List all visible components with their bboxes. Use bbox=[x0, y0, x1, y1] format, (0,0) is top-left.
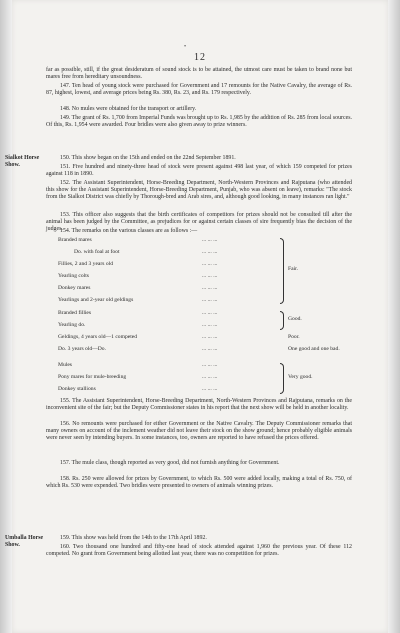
class-row: Geldings, 4 years old—1 competed bbox=[58, 334, 138, 340]
paragraph-160: 160. Two thousand one hundred and fifty-one head of stock attended against 1,960 the previous year. Of these 112 competed. No grant from Government being allotted last year, there was no competition for prizes. bbox=[46, 544, 352, 558]
page-number: 12 bbox=[194, 52, 206, 63]
paragraph-156: 156. No remounts were purchased for either Government or the Native Cavalry. The Deputy Commissioner remarks that many owners on account of the inclement weather did not leave their stock on the show ground; hence probably eligible animals were never seen by intending buyers. In some instances, too, owners are reported to have refused the prices offered. bbox=[46, 421, 352, 442]
class-row: Yearling colts bbox=[58, 273, 89, 279]
remark-very-good: Very good. bbox=[288, 374, 313, 380]
leader-dots: ... ... ... bbox=[202, 362, 218, 368]
leader-dots: ... ... ... bbox=[202, 322, 218, 328]
brace-good bbox=[280, 311, 284, 330]
paragraph-149: 149. The grant of Rs. 1,700 from Imperial Funds was brought up to Rs. 1,985 by the addition of Rs. 285 from local sources. Of this, Rs. 1,954 were awarded. Four bridles were also given away to prize winners. bbox=[46, 115, 352, 129]
class-row: Mules bbox=[58, 362, 72, 368]
brace-very-good bbox=[280, 363, 284, 394]
class-row: Yearlings and 2-year old geldings bbox=[58, 297, 134, 303]
class-row: Donkey stallions bbox=[58, 386, 96, 392]
page-mark: • bbox=[184, 44, 187, 50]
leader-dots: ... ... ... bbox=[202, 237, 218, 243]
class-row: Pony mares for mule-breeding bbox=[58, 374, 127, 380]
remark-fair: Fair. bbox=[288, 266, 299, 272]
document-page bbox=[5, 0, 388, 633]
class-row: Fillies, 2 and 3 years old bbox=[58, 261, 113, 267]
class-row: Branded mares bbox=[58, 237, 92, 243]
paragraph-152: 152. The Assistant Superintendent, Horse-Breeding Department, North-Western Provinces and Rajputana (who attended this show for the Assistant Superintendent, Horse-Breeding Department, Punjab, who was absent on leave), remarks: "The stock from the Sialkot District was chiefly by Thorough-bred and Arab sires, and, although good looking, in many instances ran light." bbox=[46, 180, 352, 201]
brace-fair bbox=[280, 238, 284, 304]
right-binding-edge bbox=[388, 0, 400, 633]
leader-dots: ... ... ... bbox=[202, 334, 218, 340]
leader-dots: ... ... ... bbox=[202, 374, 218, 380]
leader-dots: ... ... ... bbox=[202, 310, 218, 316]
remark-poor: Poor. bbox=[288, 334, 300, 340]
paragraph-148: 148. No mules were obtained for the transport or artillery. bbox=[60, 106, 197, 112]
leader-dots: ... ... ... bbox=[202, 261, 218, 267]
leader-dots: ... ... ... bbox=[202, 297, 218, 303]
class-row: Do. 3 years old—Do. bbox=[58, 346, 107, 352]
side-heading-umballa: Umballa Horse Show. bbox=[5, 535, 44, 548]
paragraph-159: 159. This show was held from the 14th to the 17th April 1892. bbox=[60, 535, 207, 541]
paragraph-155: 155. The Assistant Superintendent, Horse-Breeding Department, North-Western Provinces and Rajputana, remarks on the inconvenient site of the fair; but the Deputy Commissioner states in his report that the next show will be held in another locality. bbox=[46, 398, 352, 412]
paragraph-153: 153. This officer also suggests that the birth certificates of competitors for prizes should not be consulted till after the animal has been judged by the Committee, as prejudices for or against certain classes of sire frequently bias the decision of the judges. bbox=[46, 212, 352, 233]
paragraph-151: 151. Five hundred and ninety-three head of stock were present against 498 last year, of which 159 competed for prizes against 118 in 1890. bbox=[46, 164, 352, 178]
leader-dots: ... ... ... bbox=[202, 386, 218, 392]
class-row: Yearling do. bbox=[58, 322, 86, 328]
side-heading-sialkot: Sialkot Horse Show. bbox=[5, 155, 40, 168]
remark-good: Good. bbox=[288, 316, 302, 322]
leader-dots: ... ... ... bbox=[202, 249, 218, 255]
paragraph-150: 150. This show began on the 15th and ended on the 22nd September 1891. bbox=[60, 155, 236, 161]
leader-dots: ... ... ... bbox=[202, 346, 218, 352]
class-row: Donkey mares bbox=[58, 285, 91, 291]
paragraph-157: 157. The mule class, though reported as very good, did not furnish anything for Government. bbox=[60, 460, 280, 466]
paragraph-147: 147. Ten head of young stock were purchased for Government and 17 remounts for the Native Cavalry, the average of Rs. 87, highest, lowest, and average prices being Rs. 380, Rs. 23, and Rs. 179 respectively. bbox=[46, 83, 352, 97]
remark-one-good-one-bad: One good and one bad. bbox=[288, 346, 340, 352]
paragraph-154: 154. The remarks on the various classes are as follows :— bbox=[60, 228, 198, 234]
leader-dots: ... ... ... bbox=[202, 285, 218, 291]
class-row: Branded fillies bbox=[58, 310, 92, 316]
paragraph: far as possible, still, if the great desideratum of sound stock is to be attained, the utmost care must be taken to brand none but mares free from hereditary unsoundness. bbox=[46, 67, 352, 81]
class-row: Do. with foal at foot bbox=[74, 249, 120, 255]
leader-dots: ... ... ... bbox=[202, 273, 218, 279]
paragraph-158: 158. Rs. 250 were allowed for prizes by Government, to which Rs. 500 were added locally, making a total of Rs. 750, of which Rs. 530 were expended. Two bridles were presented to owners of animals winning prizes. bbox=[46, 476, 352, 490]
